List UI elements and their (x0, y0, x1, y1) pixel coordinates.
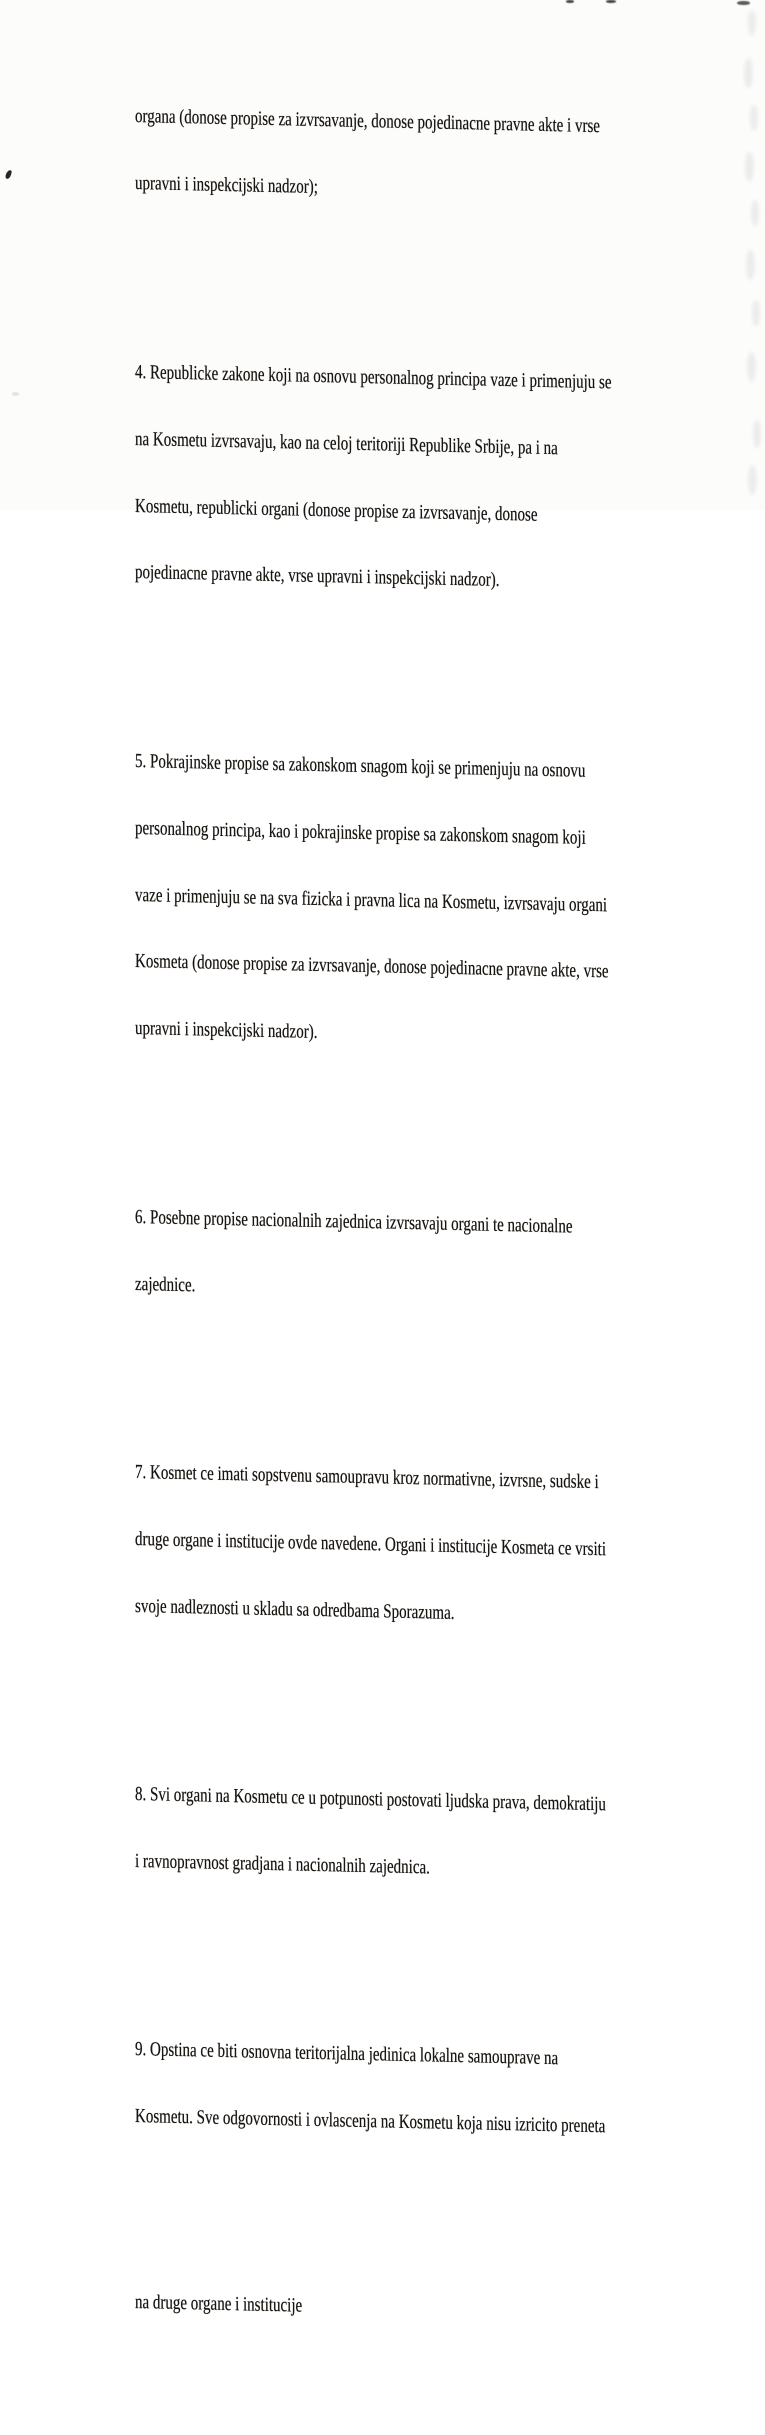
scan-smudge-right-edge (747, 352, 756, 382)
scan-smudge-right-edge (744, 58, 753, 88)
scan-smudge-right-edge (748, 10, 756, 36)
ink-mark-left-margin (5, 169, 12, 179)
scan-smudge-right-edge (751, 200, 759, 226)
text-line: 4. Republicke zakone koji na osnovu personalnog principa vaze i primenjuju se (135, 360, 612, 394)
scan-smudge-right-edge (750, 105, 758, 131)
paragraph-bottom-cutoff (135, 2246, 612, 2368)
paragraph-item-8 (135, 1739, 612, 1928)
paragraph-continuation (135, 61, 612, 250)
text-line: 5. Pokrajinske propise sa zakonskom snagom koji se primenjuju na osnovu (135, 749, 586, 782)
text-line: organa (donose propise za izvrsavanje, donose pojedinacne pravne akte i vrse (135, 105, 600, 138)
scan-smudge-right-edge (746, 250, 755, 280)
scan-smudge-right-edge (753, 420, 761, 448)
text-line: upravni i inspekcijski nadzor). (135, 1017, 318, 1044)
text-line: zajednice. (135, 1272, 196, 1296)
text-line: 6. Posebne propise nacionalnih zajednica izvrsavaju organi te nacionalne (135, 1205, 573, 1238)
text-line-cutoff: na druge organe i institucije (135, 2290, 303, 2317)
scan-smudge-right-edge (745, 152, 754, 182)
text-line: 9. Opstina ce biti osnovna teritorijalna jedinica lokalne samouprave na (135, 2038, 559, 2070)
scan-smudge-right-edge (748, 465, 757, 495)
text-line: na Kosmetu izvrsavaju, kao na celoj teritoriji Republike Srbije, pa i na (135, 427, 558, 459)
text-line: druge organe i institucije ovde navedene. Organi i institucije Kosmeta ce vrsiti (135, 1527, 606, 1561)
paragraph-item-4 (135, 316, 612, 639)
text-line: svoje nadleznosti u skladu sa odredbama Sporazuma. (135, 1594, 455, 1624)
text-line: 7. Kosmet ce imati sopstvenu samoupravu kroz normativne, izvrsne, sudske i (135, 1461, 599, 1494)
scan-speck-top (566, 0, 574, 3)
scan-smudge-right-edge (752, 300, 760, 326)
text-line: i ravnopravnost gradjana i nacionalnih zajednica. (135, 1850, 430, 1879)
scan-speck-top-right (737, 1, 750, 5)
paragraph-item-7 (135, 1416, 612, 1672)
scan-speck-top (606, 0, 616, 3)
text-line: personalnog principa, kao i pokrajinske propise sa zakonskom snagom koji (135, 816, 586, 849)
document-text-block (135, 0, 612, 2435)
text-line: 8. Svi organi na Kosmetu ce u potpunosti postovati ljudska prava, demokratiju (135, 1783, 606, 1816)
scan-speck-bottom-left (12, 392, 19, 396)
paragraph-item-5 (135, 705, 612, 1094)
text-line: Kosmetu, republicki organi (donose propise za izvrsavanje, donose (135, 494, 538, 526)
text-line: upravni i inspekcijski nadzor); (135, 172, 318, 199)
paragraph-item-9 (135, 1994, 612, 2183)
paragraph-item-6 (135, 1161, 612, 1350)
text-line: vaze i primenjuju se na sva fizicka i pravna lica na Kosmetu, izvrsavaju organi (135, 883, 608, 916)
text-line: pojedinacne pravne akte, vrse upravni i inspekcijski nadzor). (135, 561, 500, 592)
text-line: Kosmeta (donose propise za izvrsavanje, donose pojedinacne pravne akte, vrse (135, 950, 609, 983)
text-line: Kosmetu. Sve odgovornosti i ovlascenja na Kosmetu koja nisu izricito preneta (135, 2105, 606, 2138)
